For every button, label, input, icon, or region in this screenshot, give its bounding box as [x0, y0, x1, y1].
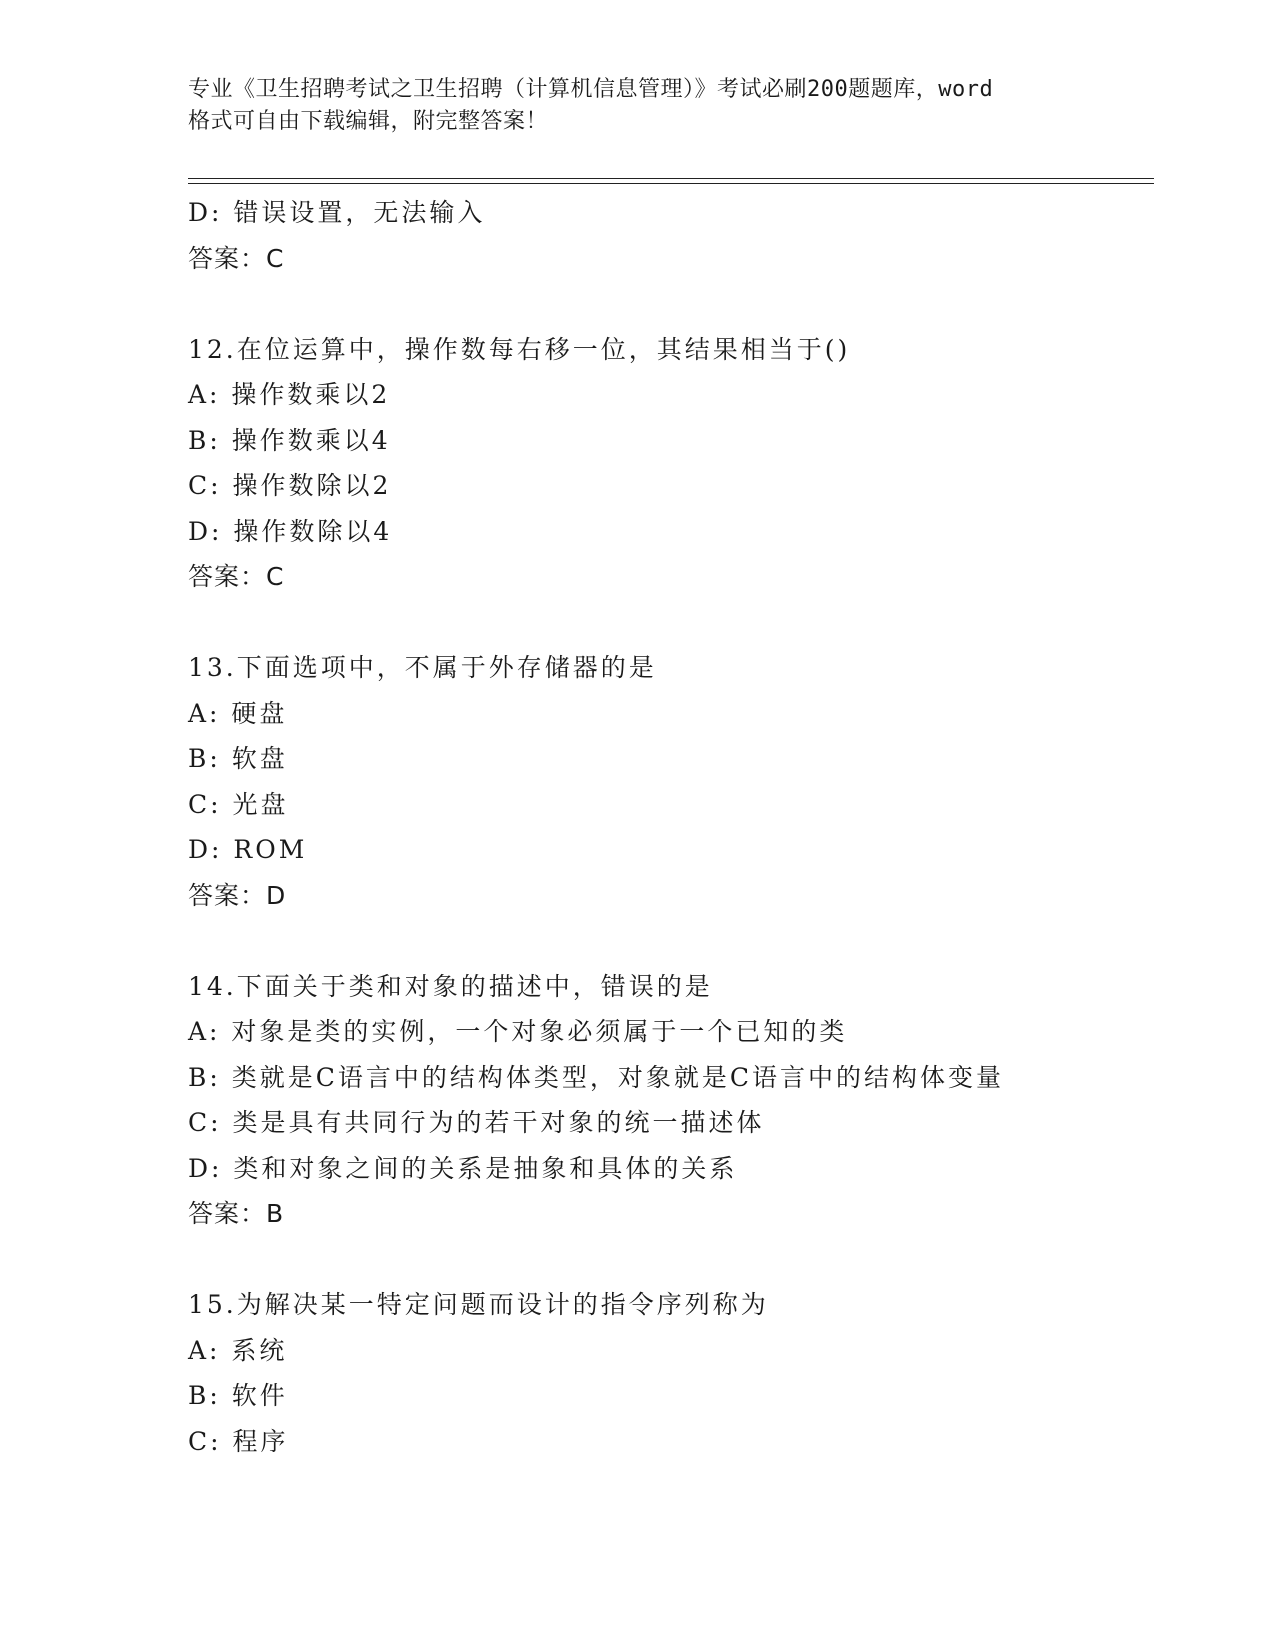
option-c: C: 操作数除以2 — [188, 471, 392, 500]
option-d: D: ROM — [188, 835, 308, 864]
question-stem: 14.下面关于类和对象的描述中，错误的是 — [188, 971, 713, 1001]
option-b: B: 软盘 — [188, 744, 288, 773]
question-15 — [188, 1282, 1148, 1464]
header-divider-top — [188, 178, 1154, 179]
answer-q11: 答案：C — [188, 243, 285, 273]
option-c: C: 类是具有共同行为的若干对象的统一描述体 — [188, 1108, 765, 1137]
question-stem: 12.在位运算中，操作数每右移一位，其结果相当于() — [188, 334, 851, 364]
header-divider-bottom — [188, 183, 1154, 184]
option-b: B: 软件 — [188, 1381, 288, 1410]
header-title-line-2: 格式可自由下载编辑，附完整答案！ — [188, 109, 549, 134]
option-a: A: 对象是类的实例，一个对象必须属于一个已知的类 — [188, 1017, 848, 1046]
answer: 答案：B — [188, 1199, 285, 1228]
header-title-line-1: 专业《卫生招聘考试之卫生招聘（计算机信息管理）》考试必刷200题题库，word — [188, 77, 994, 102]
question-12 — [188, 327, 1148, 600]
option-d-q11: D: 错误设置，无法输入 — [188, 198, 486, 227]
answer: 答案：D — [188, 880, 287, 910]
question-stem: 13.下面选项中，不属于外存储器的是 — [188, 653, 657, 682]
option-a: A: 系统 — [188, 1335, 288, 1365]
option-d: D: 操作数除以4 — [188, 516, 393, 546]
question-list — [188, 190, 1148, 1464]
option-a: A: 硬盘 — [188, 698, 288, 728]
question-stem: 15.为解决某一特定问题而设计的指令序列称为 — [188, 1290, 769, 1319]
option-b: B: 操作数乘以4 — [188, 425, 391, 455]
document-header — [188, 74, 1088, 138]
option-d: D: 类和对象之间的关系是抽象和具体的关系 — [188, 1153, 738, 1183]
option-a: A: 操作数乘以2 — [188, 380, 391, 409]
option-c: C: 光盘 — [188, 789, 289, 819]
option-b: B: 类就是C语言中的结构体类型，对象就是C语言中的结构体变量 — [188, 1062, 1005, 1092]
option-c: C: 程序 — [188, 1426, 289, 1456]
question-13 — [188, 645, 1148, 918]
answer: 答案：C — [188, 562, 285, 591]
question-14 — [188, 964, 1148, 1237]
